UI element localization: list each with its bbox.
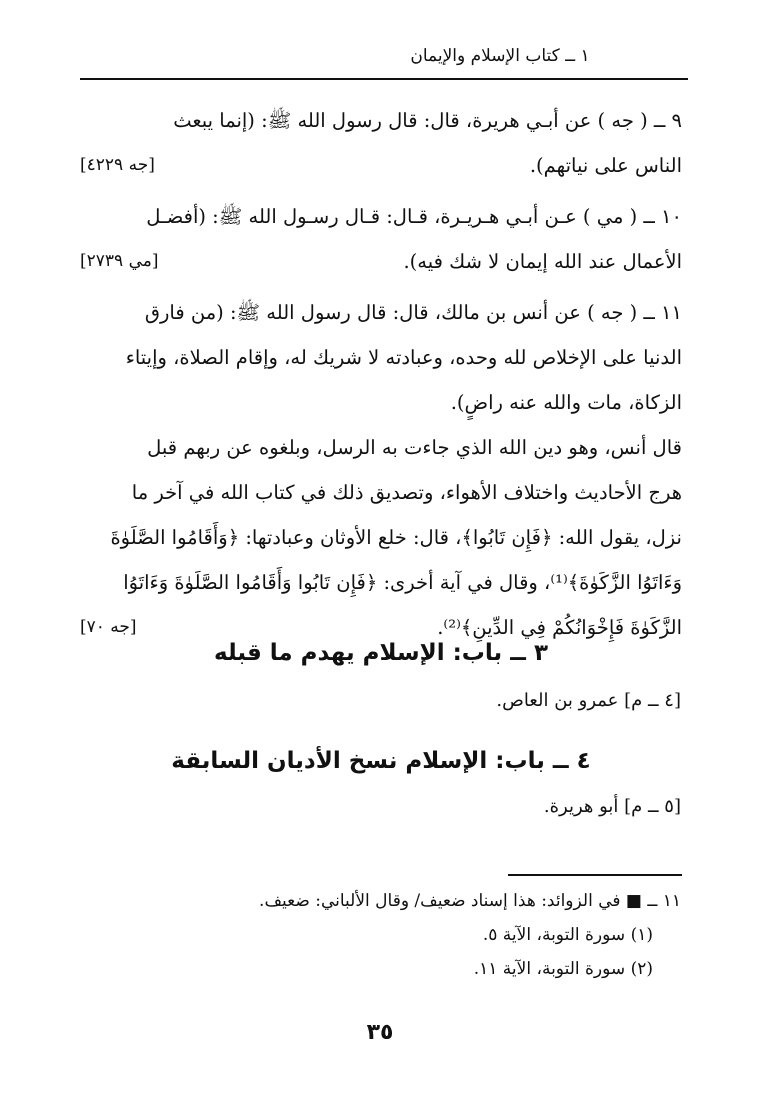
section-4-heading: ٤ ــ باب: الإسلام نسخ الأديان السابقة — [171, 748, 591, 774]
hadith-10 — [80, 194, 682, 284]
hadith-11-line-2: الدنيا على الإخلاص لله وحده، وعبادته لا شريك له، وإقام الصلاة، وإيتاء — [125, 346, 682, 369]
section-3-heading: ٣ ــ باب: الإسلام يهدم ما قبله — [214, 640, 548, 666]
footnotes — [79, 884, 681, 986]
hadith-10-reference: [مي ٢٧٣٩] — [80, 251, 159, 271]
section-4-reference: [٥ ــ م] أبو هريرة. — [543, 796, 681, 817]
page-number: ٣٥ — [366, 1020, 394, 1045]
footnote-1: (١) سورة التوبة، الآية ٥. — [482, 925, 653, 945]
hadith-11-line-3: الزكاة، مات والله عنه راضٍ). — [450, 391, 682, 414]
hadith-11 — [80, 290, 682, 650]
running-header: ١ ــ كتاب الإسلام والإيمان — [410, 46, 590, 66]
hadith-10-line-2 — [80, 239, 682, 284]
hadith-9-reference: [جه ٤٢٢٩] — [80, 155, 155, 175]
anas-line-1: قال أنس، وهو دين الله الذي جاءت به الرسل، وبلغوه عن ربهم قبل — [147, 436, 682, 459]
anas-text-end: الزَّكَوٰةَ فَإِخْوَانُكُمْ فِي الدِّينِ﴾⁽²⁾. — [437, 616, 682, 639]
hadith-9-line-2 — [80, 143, 682, 188]
anas-line-3: نزل، يقول الله: ﴿فَإِن تَابُوا﴾، قال: خلع الأوثان وعبادتها: ﴿وَأَقَامُوا الصَّلَوٰةَ — [110, 526, 682, 549]
hadith-11-line-1: ١١ ــ ( جه ) عن أنس بن مالك، قال: قال رسول الله ﷺ: (من فارق — [144, 301, 682, 324]
anas-line-4: وَءَاتَوُا الزَّكَوٰةَ﴾⁽¹⁾، وقال في آية أخرى: ﴿فَإِن تَابُوا وَأَقَامُوا الصَّلَوٰةَ وَءَاتَوُا — [123, 571, 682, 594]
hadith-9 — [80, 98, 682, 188]
hadith-11-reference: [جه ٧٠] — [80, 617, 137, 637]
footnote-2: (٢) سورة التوبة، الآية ١١. — [473, 959, 653, 979]
hadith-9-text-end: الناس على نياتهم). — [529, 154, 682, 177]
hadith-10-line-1: ١٠ ــ ( مي ) عـن أبـي هـريـرة، قـال: قـال رسـول الله ﷺ: (أفضـل — [146, 205, 682, 228]
header-rule — [80, 78, 688, 80]
hadith-9-line-1: ٩ ــ ( جه ) عن أبـي هريرة، قال: قال رسول الله ﷺ: (إنما يبعث — [173, 109, 682, 132]
footnote-zawaid: ١١ ــ ■ في الزوائد: هذا إسناد ضعيف/ وقال الألباني: ضعيف. — [259, 891, 681, 911]
anas-line-2: هرج الأحاديث واختلاف الأهواء، وتصديق ذلك في كتاب الله في آخر ما — [131, 481, 682, 504]
footnote-rule — [508, 874, 682, 876]
hadith-10-text-end: الأعمال عند الله إيمان لا شك فيه). — [403, 250, 682, 273]
section-3-reference: [٤ ــ م] عمرو بن العاص. — [496, 690, 681, 711]
